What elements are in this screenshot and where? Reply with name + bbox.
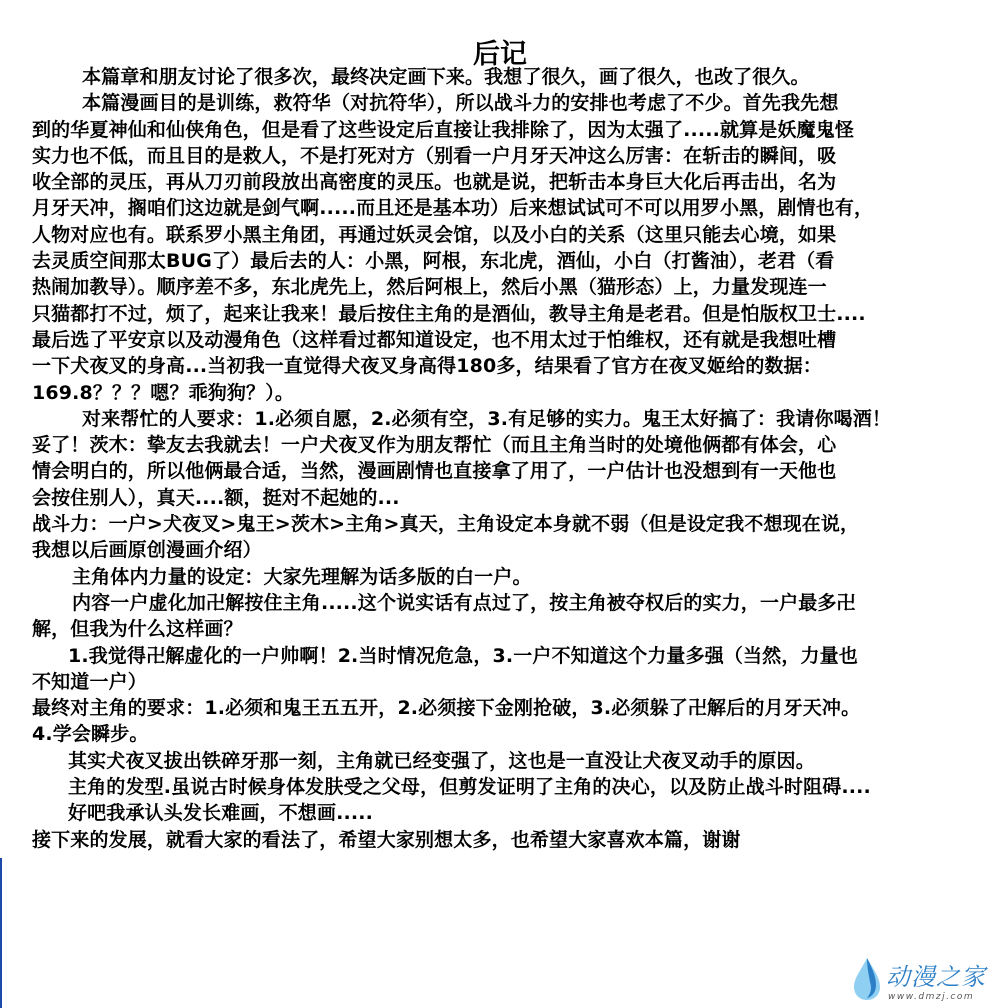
text-line: 内容一户虚化加卍解按住主角.....这个说实话有点过了，按主角被夺权后的实力，一户最多卍 [72, 591, 856, 614]
paragraph [32, 564, 977, 590]
text-line: 主角的发型.虽说古时候身体发肤受之父母，但剪发证明了主角的决心，以及防止战斗时阻碍.... [68, 776, 871, 799]
paragraph [32, 695, 977, 748]
watermark-name: 动漫之家 [886, 963, 986, 991]
text-line: 我想以后画原创漫画介绍） [32, 539, 262, 562]
left-edge-bar [0, 858, 2, 1008]
paragraph [32, 406, 977, 511]
text-line: 最终对主角的要求：1.必须和鬼王五五开，2.必须接下金刚抢破，3.必须躲了卍解后的月牙天冲。 [32, 697, 861, 720]
paragraph [32, 748, 977, 774]
article-body [32, 64, 977, 853]
text-line: 最后选了平安京以及动漫角色（这样看过都知道设定，也不用太过于怕维权，还有就是我想吐槽 [32, 328, 837, 351]
paragraph [32, 827, 977, 853]
paragraph [32, 511, 977, 564]
paragraph [32, 90, 977, 406]
text-line: 只猫都打不过，烦了，起来让我来！最后按住主角的是酒仙，教导主角是老君。但是怕版权卫士.... [32, 302, 866, 325]
text-line: 4.学会瞬步。 [32, 723, 149, 746]
text-line: 本篇章和朋友讨论了很多次，最终决定画下来。我想了很久，画了很久，也改了很久。 [82, 66, 810, 88]
text-line: 接下来的发展，就看大家的看法了，希望大家别想太多，也希望大家喜欢本篇，谢谢 [32, 828, 741, 851]
text-line: 本篇漫画目的是训练，救符华（对抗符华），所以战斗力的安排也考虑了不少。首先我先想 [82, 92, 839, 115]
text-line: 一下犬夜叉的身高...当初我一直觉得犬夜叉身高得180多，结果看了官方在夜叉姬给的数据： [32, 355, 822, 378]
text-line: 对来帮忙的人要求：1.必须自愿，2.必须有空，3.有足够的实力。鬼王太好搞了：我请你喝酒！ [82, 407, 892, 430]
watermark-url: www.dmzj.com [888, 992, 975, 1002]
text-line: 实力也不低，而且目的是救人，不是打死对方（别看一户月牙天冲这么厉害：在斩击的瞬间，吸 [32, 144, 837, 167]
site-watermark [852, 956, 986, 1002]
paragraph [32, 643, 977, 696]
paragraph [32, 774, 977, 800]
text-line: 到的华夏神仙和仙侠角色，但是看了这些设定后直接让我排除了，因为太强了.....就算是妖魔鬼怪 [32, 118, 854, 141]
text-line: 解，但我为什么这样画？ [32, 618, 243, 641]
text-line: 人物对应也有。联系罗小黑主角团，再通过妖灵会馆，以及小白的关系（这里只能去心境，如果 [32, 223, 837, 246]
text-line: 不知道一户） [32, 670, 147, 693]
text-line: 收全部的灵压，再从刀刃前段放出高密度的灵压。也就是说，把斩击本身巨大化后再击出，名为 [32, 171, 837, 194]
text-line: 好吧我承认头发长难画，不想画..... [68, 802, 373, 825]
text-line: 去灵质空间那太BUG了）最后去的人：小黑，阿根，东北虎，酒仙，小白（打酱油），老君（看 [32, 250, 835, 273]
text-line: 其实犬夜叉拔出铁碎牙那一刻，主角就已经变强了，这也是一直没让犬夜叉动手的原因。 [68, 749, 815, 772]
paragraph [32, 590, 977, 643]
text-line: 月牙天冲，搁咱们这边就是剑气啊.....而且还是基本功）后来想试试可不可以用罗小黑，剧情也有， [32, 197, 874, 220]
paragraph [32, 64, 977, 90]
text-line: 1.我觉得卍解虚化的一户帅啊！2.当时情况危急，3.一户不知道这个力量多强（当然，力量也 [68, 644, 858, 667]
water-drop-logo-icon [852, 956, 882, 1002]
paragraph [32, 800, 977, 826]
text-line: 会按住别人），真天....额，挺对不起她的... [32, 486, 400, 509]
text-line: 169.8？？？嗯？乖狗狗？）。 [32, 381, 294, 404]
text-line: 情会明白的，所以他俩最合适，当然，漫画剧情也直接拿了用了，一户估计也没想到有一天他也 [32, 460, 837, 483]
text-line: 妥了！茨木：挚友去我就去！一户犬夜叉作为朋友帮忙（而且主角当时的处境他俩都有体会，心 [32, 434, 837, 457]
text-line: 主角体内力量的设定：大家先理解为话多版的白一户。 [72, 565, 532, 588]
text-line: 热闹加教导）。顺序差不多，东北虎先上，然后阿根上，然后小黑（猫形态）上，力量发现连一 [32, 276, 827, 299]
text-line: 战斗力：一户>犬夜叉>鬼王>茨木>主角>真天，主角设定本身就不弱（但是设定我不想现在说， [32, 513, 860, 536]
page-title: 后记 [473, 39, 527, 70]
